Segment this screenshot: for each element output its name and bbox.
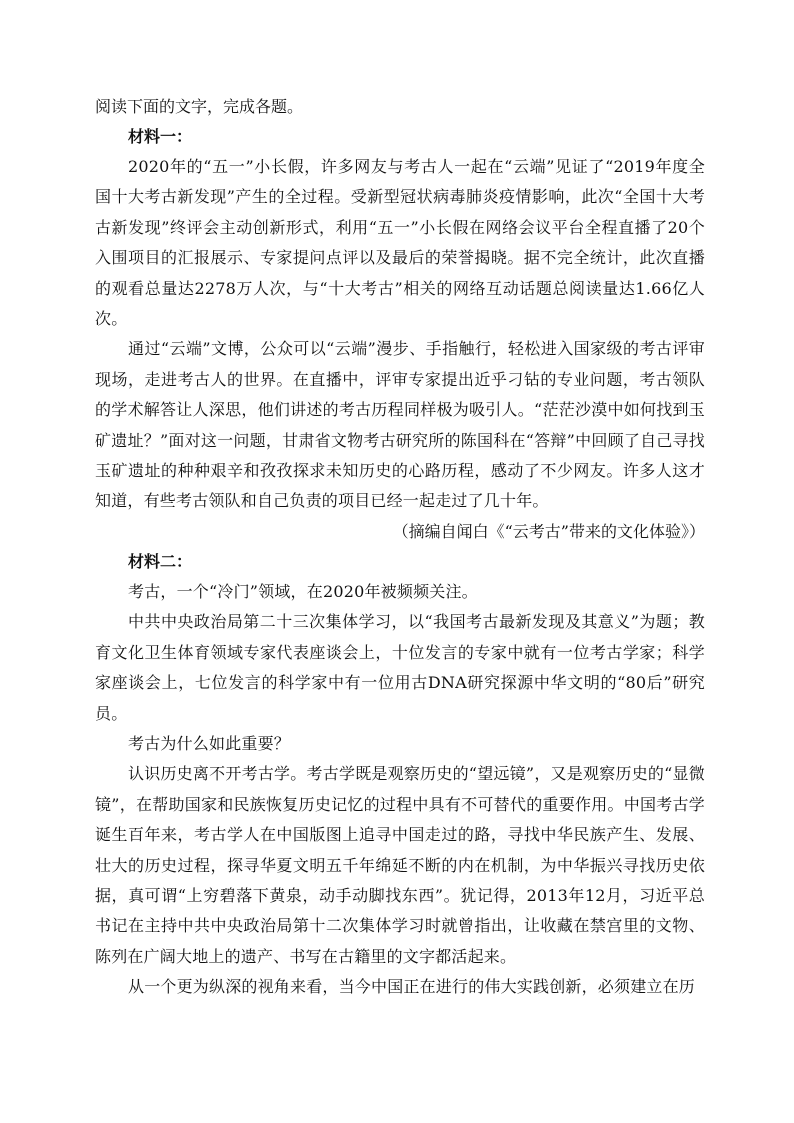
material-1-paragraph-2: 通过“云端”文博，公众可以“云端”漫步、手指触行，轻松进入国家级的考古评审现场，走进考古人的世界。在直播中，评审专家提出近乎刁钻的专业问题，考古领队的学术解答让人深思，他们讲述的考古历程同样极为吸引人。“茫茫沙漠中如何找到玉矿遗址？”面对这一问题，甘肃省文物考古研究所的陈国科在“答辩”中回顾了自己寻找玉矿遗址的种种艰辛和孜孜探求未知历史的心路历程，感动了不少网友。许多人这才知道，有些考古领队和自己负责的项目已经一起走过了几十年。 xyxy=(95,339,705,511)
material-2-paragraph-3: 考古为什么如此重要？ xyxy=(128,733,291,753)
material-2-paragraph-4: 认识历史离不开考古学。考古学既是观察历史的“望远镜”，又是观察历史的“显微镜”，在帮助国家和民族恢复历史记忆的过程中具有不可替代的重要作用。中国考古学诞生百年来，考古学人在中国版图上追寻中国走过的路，寻找中华民族产生、发展、壮大的历史过程，探寻华夏文明五千年绵延不断的内在机制，为中华振兴寻找历史依据，真可谓“上穷碧落下黄泉，动手动脚找东西”。犹记得，2013年12月，习近平总书记在主持中共中央政治局第十二次集体学习时就曾指出，让收藏在禁宫里的文物、陈列在广阔大地上的遗产、书写在古籍里的文字都活起来。 xyxy=(95,764,705,966)
material-2-paragraph-1: 考古，一个“冷门”领域，在2020年被频频关注。 xyxy=(128,581,478,601)
material-1-source: （摘编自闻白《“云考古”带来的文化体验》） xyxy=(392,521,705,541)
material-1-heading: 材料一： xyxy=(128,127,193,146)
material-2-paragraph-5: 从一个更为纵深的视角来看，当今中国正在进行的伟大实践创新，必须建立在历 xyxy=(128,977,696,997)
document-page xyxy=(95,92,705,1003)
material-2-paragraph-2: 中共中央政治局第二十三次集体学习，以“我国考古最新发现及其意义”为题；教育文化卫生体育领域专家代表座谈会上，十位发言的专家中就有一位考古学家；科学家座谈会上，七位发言的科学家中有一位用古DNA研究探源中华文明的“80后”研究员。 xyxy=(95,612,705,723)
reading-instruction: 阅读下面的文字，完成各题。 xyxy=(95,97,304,116)
material-1-paragraph-1: 2020年的“五一”小长假，许多网友与考古人一起在“云端”见证了“2019年度全国十大考古新发现”产生的全过程。受新型冠状病毒肺炎疫情影响，此次“全国十大考古新发现”终评会主动创新形式，利用“五一”小长假在网络会议平台全程直播了20个入围项目的汇报展示、专家提问点评以及最后的荣誉揭晓。据不完全统计，此次直播的观看总量达2278万人次，与“十大考古”相关的网络互动话题总阅读量达1.66亿人次。 xyxy=(95,157,705,329)
material-2-heading: 材料二： xyxy=(128,551,193,571)
